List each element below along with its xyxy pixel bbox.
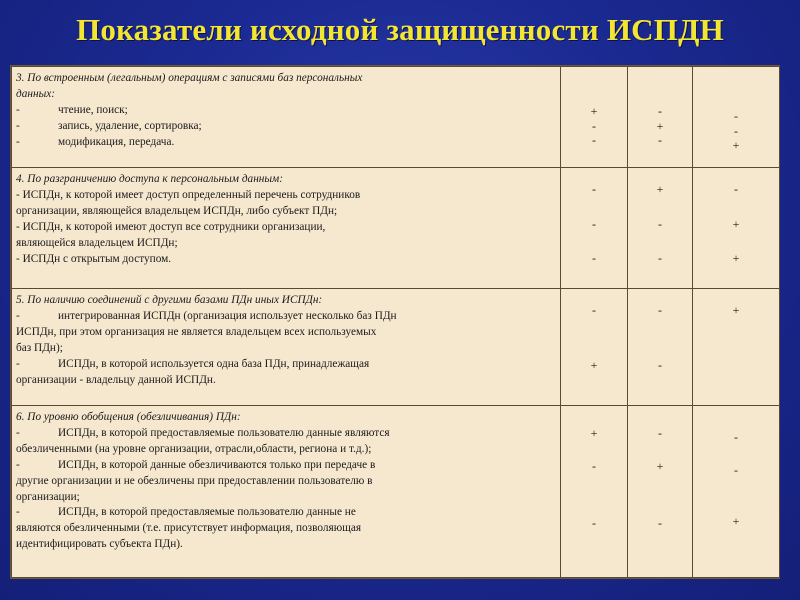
row-3-item: - модификация, передача. <box>16 135 175 148</box>
row-5-col-3 <box>693 289 780 406</box>
mark: - <box>592 516 596 530</box>
row-6-item: - ИСПДн, в которой данные обезличиваются только при передаче в <box>16 458 376 471</box>
mark: + <box>732 251 740 265</box>
row-4-item-line: - ИСПДн, к которой имеют доступ все сотрудники организации, <box>16 220 326 233</box>
mark: - <box>658 516 662 530</box>
row-3-col-2 <box>628 67 693 168</box>
mark: - <box>734 462 738 477</box>
table-row-3 <box>12 67 780 168</box>
row-6-header-line: 6. По уровню обобщения (обезличивания) ПДн: <box>16 411 241 423</box>
mark: + <box>732 216 740 231</box>
mark: - <box>592 118 596 133</box>
row-5-item-line: баз ПДн); <box>16 341 63 354</box>
mark: - <box>592 458 596 473</box>
row-6-item: - ИСПДн, в которой предоставляемые пользователю данные являются <box>16 426 390 439</box>
row-5-item-line: ИСПДн, при этом организация не является владельцем всех используемых <box>16 325 377 338</box>
row-6-description <box>12 406 561 578</box>
row-4-description <box>12 168 561 289</box>
row-3-description <box>12 67 561 168</box>
mark: + <box>590 104 598 118</box>
mark: - <box>592 133 596 147</box>
table-row-6 <box>12 406 780 578</box>
row-3-item: - чтение, поиск; <box>16 103 128 116</box>
row-4-item-line: организации, являющейся владельцем ИСПДн, либо субъект ПДн; <box>16 204 338 217</box>
row-4-header-line: 4. По разграничению доступа к персональным данным: <box>16 173 284 185</box>
mark: - <box>734 182 738 196</box>
mark: - <box>734 109 738 123</box>
indicators-table-wrapper <box>11 66 779 578</box>
mark: - <box>734 430 738 444</box>
row-5-description <box>12 289 561 406</box>
row-4-item-line: - ИСПДн, к которой имеет доступ определенный перечень сотрудников <box>16 188 361 201</box>
row-5-item: - интегрированная ИСПДн (организация использует несколько баз ПДн <box>16 309 397 322</box>
row-6-col-3 <box>693 406 780 578</box>
mark: + <box>656 118 664 133</box>
table-row-5 <box>12 289 780 406</box>
mark: - <box>592 216 596 231</box>
row-4-item-line: - ИСПДн с открытым доступом. <box>16 252 172 265</box>
row-3-item: - запись, удаление, сортировка; <box>16 119 202 132</box>
mark: - <box>658 216 662 231</box>
row-6-col-1 <box>561 406 628 578</box>
row-4-col-1 <box>561 168 628 289</box>
row-5-item: - ИСПДн, в которой используется одна база ПДн, принадлежащая <box>16 357 370 370</box>
row-6-item-line: другие организации и не обезличены при предоставлении пользователю в <box>16 474 373 487</box>
mark: - <box>658 426 662 440</box>
row-6-item-line: организации; <box>16 490 80 503</box>
mark: - <box>592 251 596 265</box>
slide-title: Показатели исходной защищенности ИСПДН <box>76 12 724 47</box>
row-5-col-2 <box>628 289 693 406</box>
row-6-item-line: обезличенными (на уровне организации, отрасли,области, региона и т.д.); <box>16 442 372 455</box>
row-5-item-line: организации - владельцу данной ИСПДн. <box>16 373 216 386</box>
mark: - <box>592 182 596 196</box>
mark: - <box>658 303 662 317</box>
row-3-header-line: 3. По встроенным (легальным) операциям с записями баз персональных <box>16 72 363 84</box>
mark: + <box>590 357 598 372</box>
mark: + <box>732 514 740 528</box>
row-6-item-line: являются обезличенными (т.е. присутствует информация, позволяющая <box>16 522 362 535</box>
mark: - <box>658 133 662 147</box>
row-3-col-3 <box>693 67 780 168</box>
row-3-col-1 <box>561 67 628 168</box>
mark: + <box>732 138 740 152</box>
mark: - <box>658 104 662 118</box>
mark: - <box>658 357 662 372</box>
mark: + <box>590 426 598 440</box>
mark: + <box>732 303 740 317</box>
row-5-col-1 <box>561 289 628 406</box>
mark: - <box>658 251 662 265</box>
row-4-item-line: являющейся владельцем ИСПДн; <box>16 236 178 249</box>
row-3-header-line: данных: <box>16 87 55 100</box>
row-6-item-line: идентифицировать субъекта ПДн). <box>16 538 183 551</box>
indicators-table <box>11 66 780 578</box>
mark: + <box>656 182 664 196</box>
mark: - <box>734 123 738 138</box>
mark: - <box>592 303 596 317</box>
row-4-col-2 <box>628 168 693 289</box>
row-4-col-3 <box>693 168 780 289</box>
table-row-4 <box>12 168 780 289</box>
mark: + <box>656 458 664 473</box>
row-6-col-2 <box>628 406 693 578</box>
row-6-item: - ИСПДн, в которой предоставляемые пользователю данные не <box>16 506 356 519</box>
row-5-header-line: 5. По наличию соединений с другими базами ПДн иных ИСПДн: <box>16 294 323 306</box>
